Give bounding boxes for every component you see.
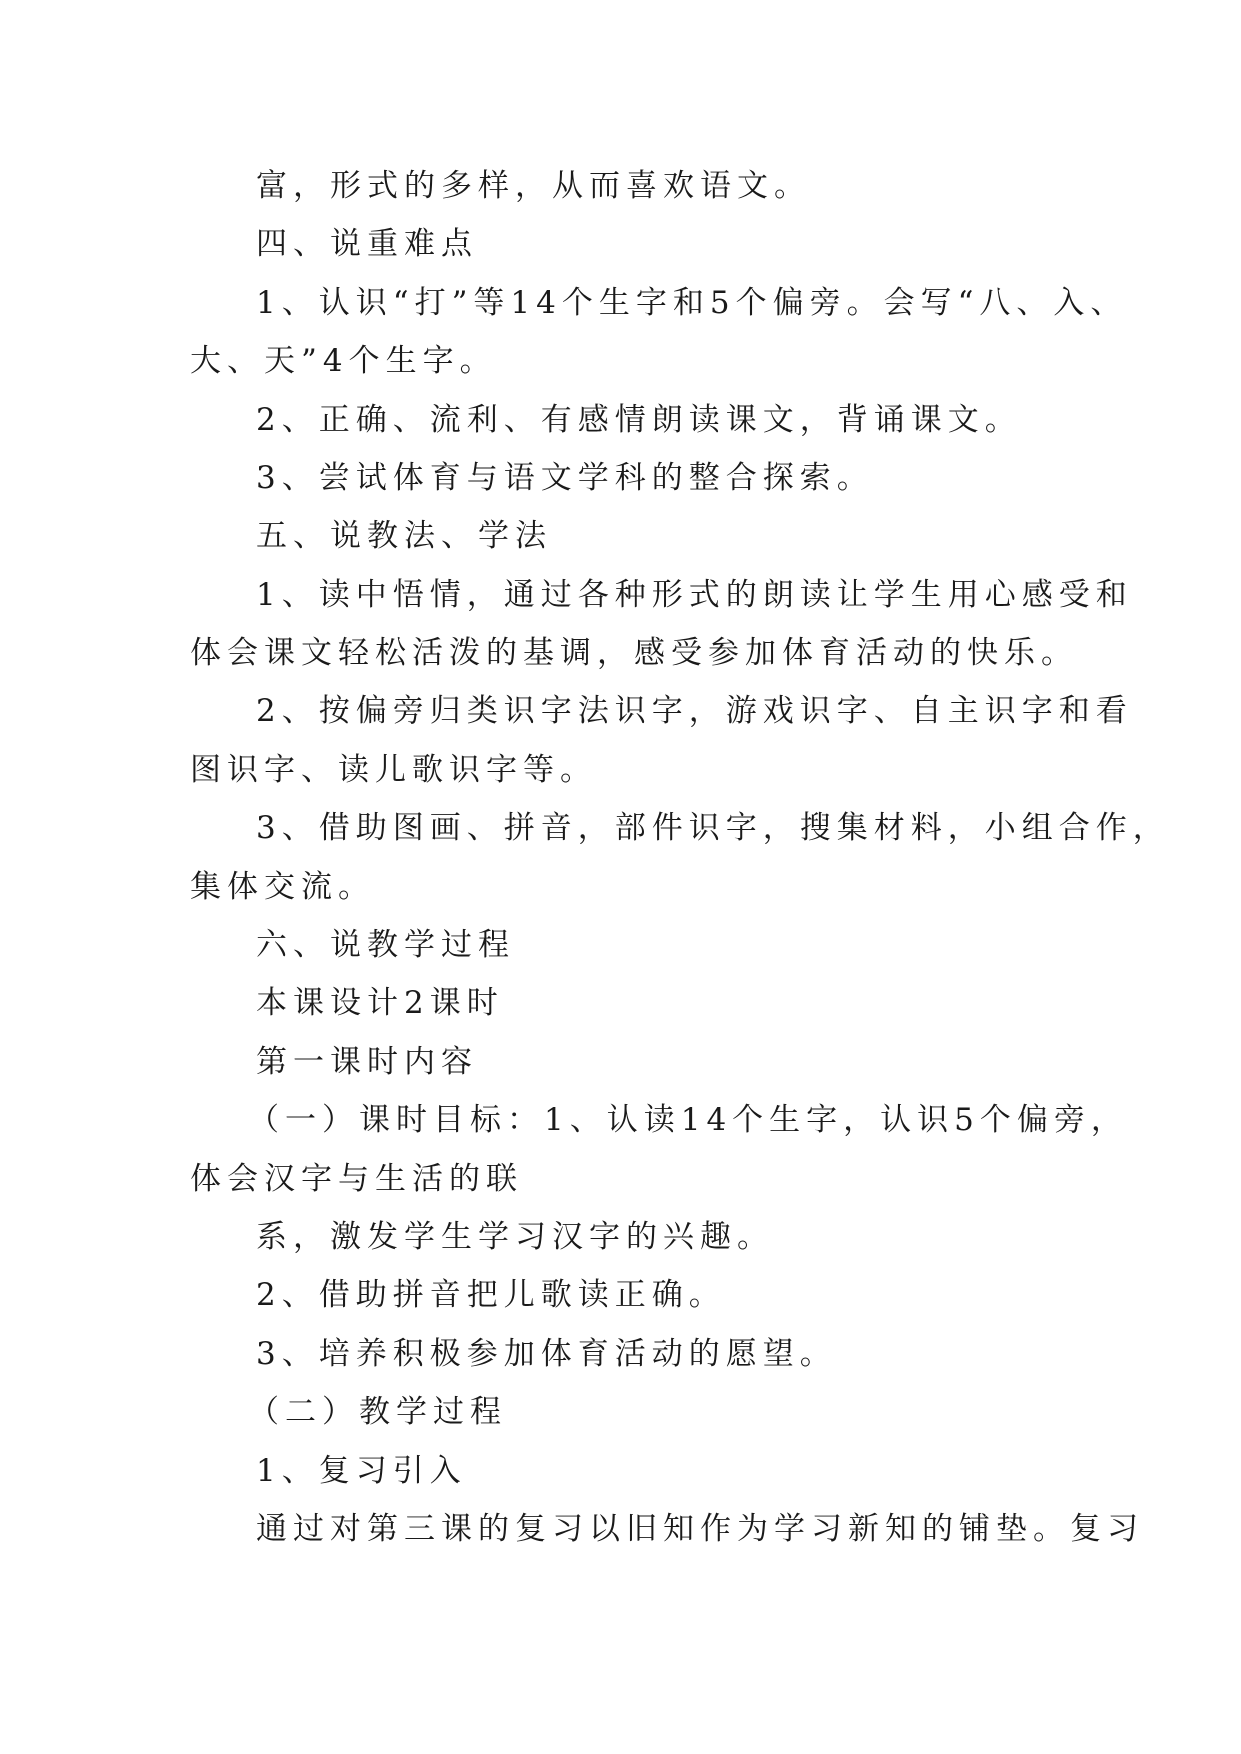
text-line: 系，激发学生学习汉字的兴趣。 — [256, 1219, 774, 1255]
section-heading: 五、说教法、学法 — [256, 518, 552, 554]
text-line: 本课设计2课时 — [256, 985, 504, 1021]
text-line: 富，形式的多样，从而喜欢语文。 — [256, 168, 811, 204]
text-line: 2、正确、流利、有感情朗读课文，背诵课文。 — [256, 402, 1022, 438]
text-line: 通过对第三课的复习以旧知作为学习新知的铺垫。复习 — [256, 1511, 1144, 1547]
section-heading: 四、说重难点 — [256, 226, 478, 262]
text-line: 图识字、读儿歌识字等。 — [190, 752, 597, 788]
section-heading: （二）教学过程 — [248, 1394, 507, 1430]
text-line: 体会课文轻松活泼的基调，感受参加体育活动的快乐。 — [190, 635, 1078, 671]
text-line: 体会汉字与生活的联 — [190, 1161, 523, 1197]
text-line: 大、天”4个生字。 — [190, 343, 497, 379]
text-line: 1、复习引入 — [256, 1453, 467, 1489]
text-line: 1、认识“打”等14个生字和5个偏旁。会写“八、入、 — [256, 285, 1128, 321]
text-line: 第一课时内容 — [256, 1044, 478, 1080]
text-line: 集体交流。 — [190, 869, 375, 905]
text-line: 3、尝试体育与语文学科的整合探索。 — [256, 460, 874, 496]
text-line: 2、借助拼音把儿歌读正确。 — [256, 1277, 726, 1313]
text-line: 3、培养积极参加体育活动的愿望。 — [256, 1336, 837, 1372]
text-line: （一）课时目标：1、认读14个生字，认识5个偏旁， — [248, 1102, 1128, 1138]
text-line: 3、借助图画、拼音，部件识字，搜集材料，小组合作， — [256, 810, 1170, 846]
section-heading: 六、说教学过程 — [256, 927, 515, 963]
text-line: 2、按偏旁归类识字法识字，游戏识字、自主识字和看 — [256, 693, 1133, 729]
text-line: 1、读中悟情，通过各种形式的朗读让学生用心感受和 — [256, 577, 1133, 613]
